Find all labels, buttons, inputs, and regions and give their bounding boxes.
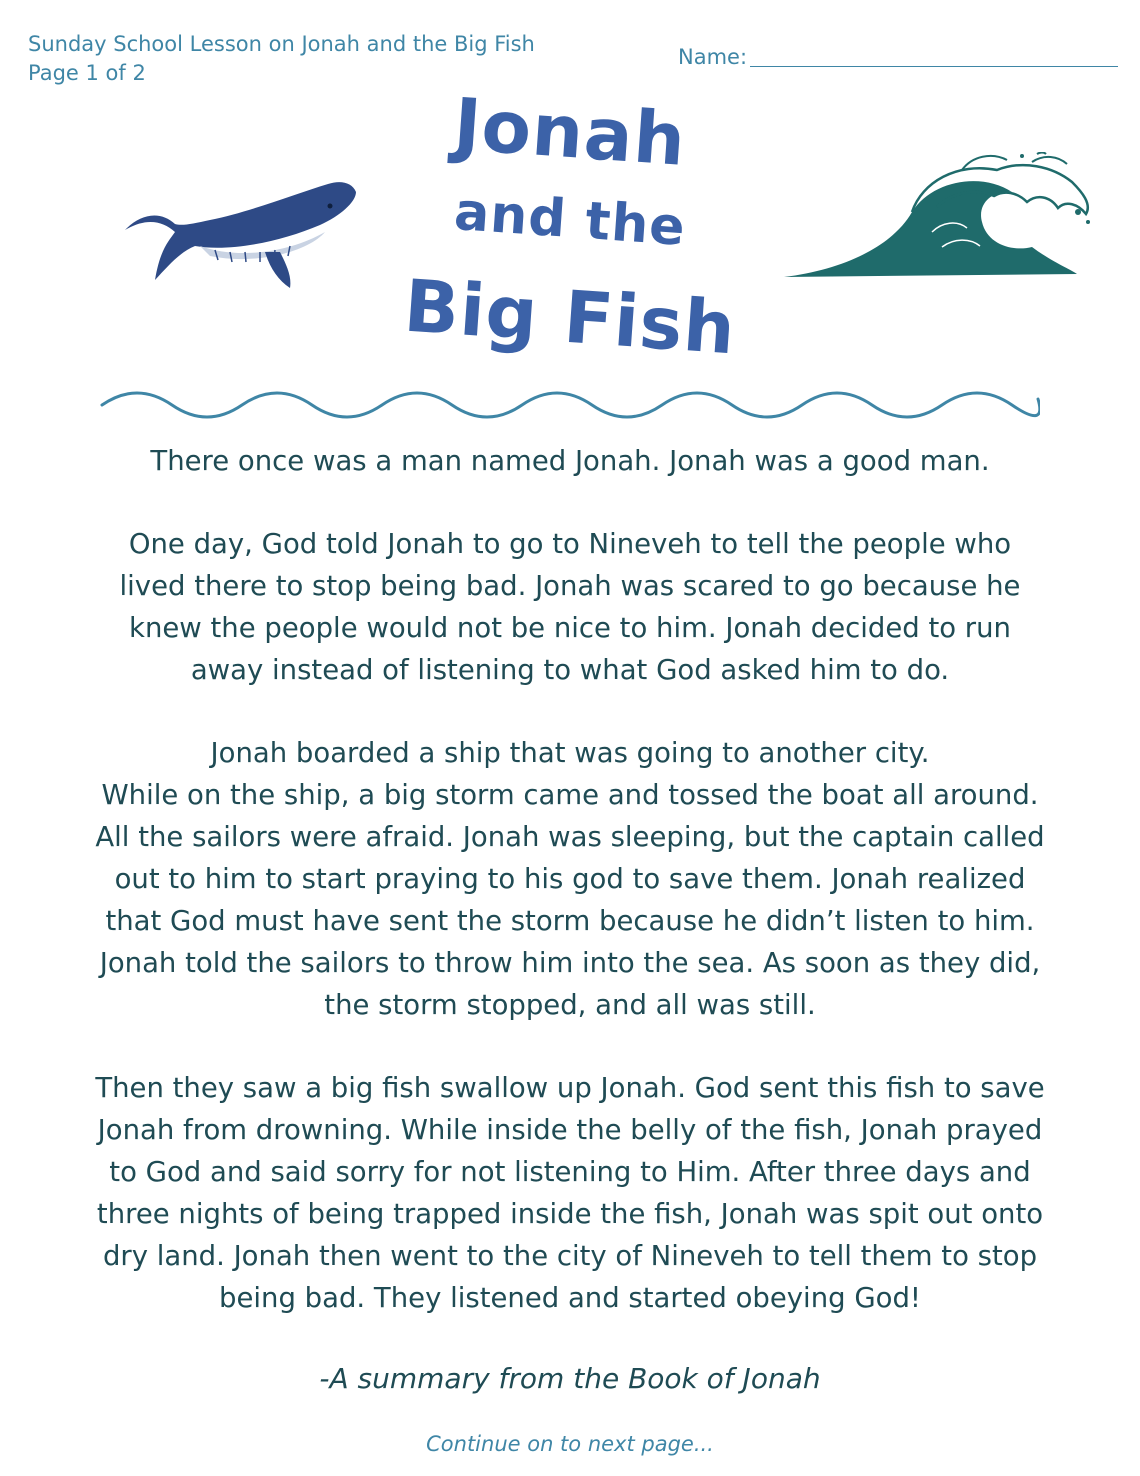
lesson-title: Sunday School Lesson on Jonah and the Big Fish	[28, 32, 535, 56]
page-indicator: Page 1 of 2	[28, 61, 146, 85]
continue-note: Continue on to next page...	[426, 1432, 714, 1456]
story-paragraph: There once was a man named Jonah. Jonah was a good man.	[150, 445, 990, 477]
name-label: Name:	[678, 45, 748, 69]
title-line-2: and the	[452, 181, 688, 259]
title-line-1: Jonah	[451, 81, 689, 183]
story-paragraph: One day, God told Jonah to go to Nineveh to tell the people who lived there to stop being bad. Jonah was scared to go because he knew the people would not be nice to him. Jonah decided to run away instead of listening to what God asked him to do.	[119, 528, 1021, 686]
story-paragraph: Then they saw a big fish swallow up Jonah. God sent this fish to save Jonah from drowning. While inside the belly of the fish, Jonah prayed to God and said sorry for not listening to Him. After three days and three nights of being trapped inside the fish, Jonah was spit out onto dry land. Jonah then went to the city of Nineveh to tell them to stop being bad. They listened and started obeying God!	[95, 1072, 1045, 1314]
wavy-line-divider	[100, 385, 1040, 425]
story-body	[40, 440, 1100, 1360]
story-signoff: -A summary from the Book of Jonah	[319, 1362, 821, 1395]
name-field[interactable]	[750, 66, 1118, 67]
story-paragraph: Jonah boarded a ship that was going to another city. While on the ship, a big storm came and tossed the boat all around. All the sailors were afraid. Jonah was sleeping, but the captain called out to him to start praying to his god to save them. Jonah realized that God must have sent the storm because he didn’t listen to him. Jonah told the sailors to throw him into the sea. As soon as they did, the storm stopped, and all was still.	[95, 737, 1045, 1021]
title-line-3: Big Fish	[401, 263, 739, 371]
